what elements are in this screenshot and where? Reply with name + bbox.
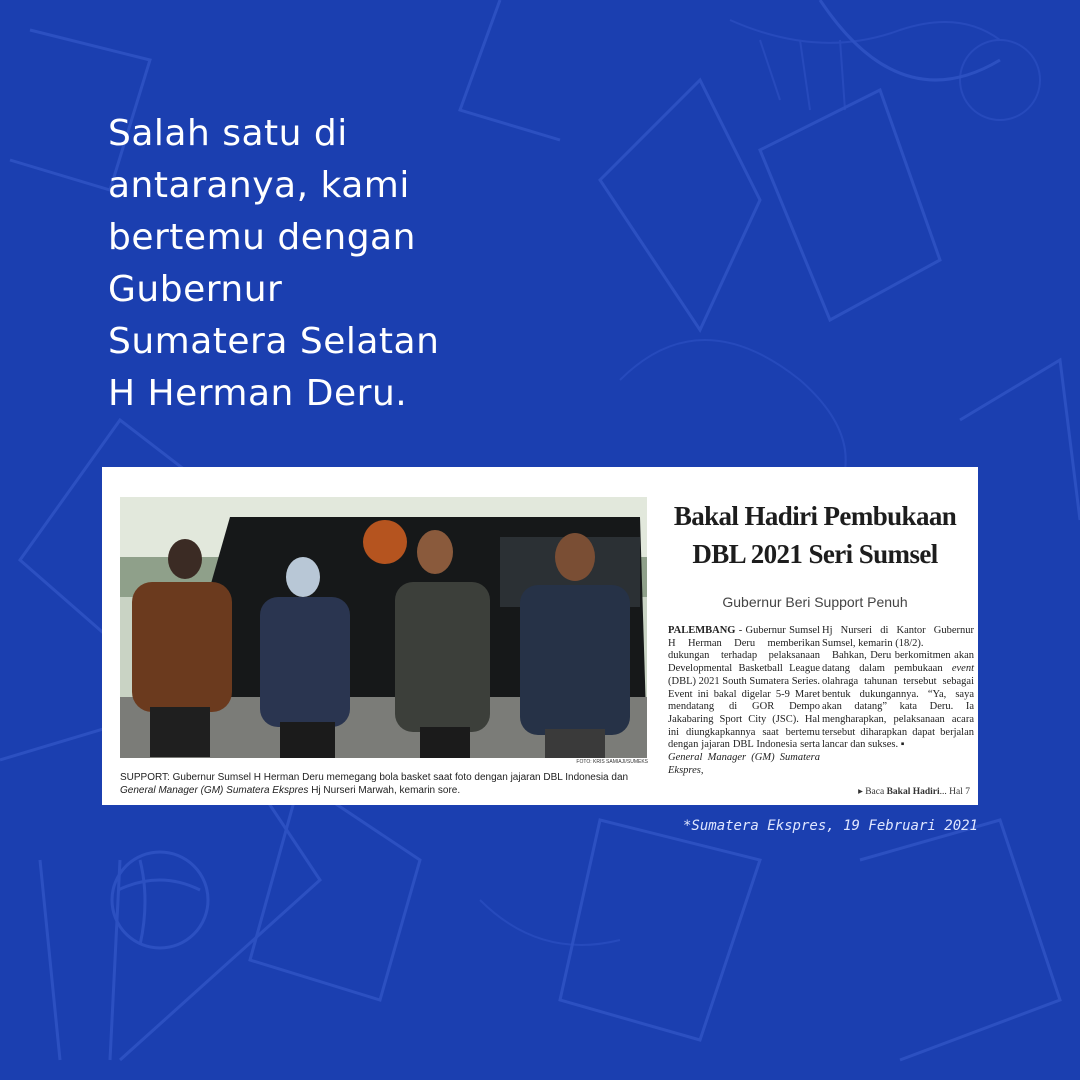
article-italic-text: General Manager (GM) Sumatera Ekspres, — [668, 752, 820, 776]
headline-line: antaranya, kami — [108, 165, 410, 206]
article-column-1 — [668, 625, 820, 777]
caption-italic: General Manager (GM) Sumatera Ekspres — [120, 785, 309, 796]
headline-line: Gubernur — [108, 269, 283, 310]
article-italic-text: event — [951, 663, 974, 675]
headline-line: bertemu dengan — [108, 217, 416, 258]
caption-lead: SUPPORT: Gubernur Sumsel H Herman Deru memegang bola basket saat foto dengan jajaran DBL Indonesia dan — [120, 772, 629, 783]
continued-prefix: ▸ Baca — [858, 787, 887, 797]
headline-line: H Herman Deru. — [108, 373, 408, 414]
headline-line: Sumatera Selatan — [108, 321, 440, 362]
headline — [108, 108, 468, 420]
article-column-2 — [822, 625, 974, 752]
article-headline-line: Bakal Hadiri Pembukaan — [673, 501, 957, 531]
headline-line: Salah satu di — [108, 113, 348, 154]
article-body-text: Bahkan, Deru berkomitmen akan datang dalam pembukaan — [822, 650, 974, 675]
article-paragraph: Hj Nurseri di Kantor Gubernur Sumsel, kemarin (18/2). — [822, 625, 974, 649]
continued-title: Bakal Hadiri — [886, 787, 940, 797]
photo-caption — [120, 771, 655, 797]
article-body-text: - Gubernur Sumsel H Herman Deru memberikan dukungan terhadap pelaksanaan Developmental Basketball League (DBL) 2021 South Sumatera Series. Event ini bakal digelar 5-9 Maret mendatang di GOR Dempo Jakabaring Sport City (JSC). Hal ini diungkapkannya saat bertemu dengan jajaran DBL Indonesia serta — [668, 625, 820, 751]
news-photo-illustration — [120, 497, 647, 758]
article-subtitle: Gubernur Beri Support Penuh — [722, 594, 908, 610]
photo-credit: FOTO: KRIS SAMIAJI/SUMEKS — [576, 759, 648, 765]
source-note: *Sumatera Ekspres, 19 Februari 2021 — [682, 818, 978, 834]
article-body-text: olahraga tahunan tersebut sebagai bentuk dukungannya. “Ya, saya akan datang” kata Deru. Ia mengharapkan, pelaksanaan acara tersebut diharapkan dapat berjalan lancar dan sukses. ▪ — [822, 675, 974, 751]
dateline: PALEMBANG — [668, 625, 736, 636]
continued-reference — [850, 786, 970, 797]
newspaper-clipping — [102, 467, 978, 805]
caption-tail: Hj Nurseri Marwah, kemarin sore. — [311, 785, 461, 796]
article-headline — [662, 497, 968, 573]
continued-page: ... Hal 7 — [939, 787, 970, 797]
news-photo — [120, 497, 647, 758]
article-headline-line: DBL 2021 Seri Sumsel — [692, 539, 938, 569]
